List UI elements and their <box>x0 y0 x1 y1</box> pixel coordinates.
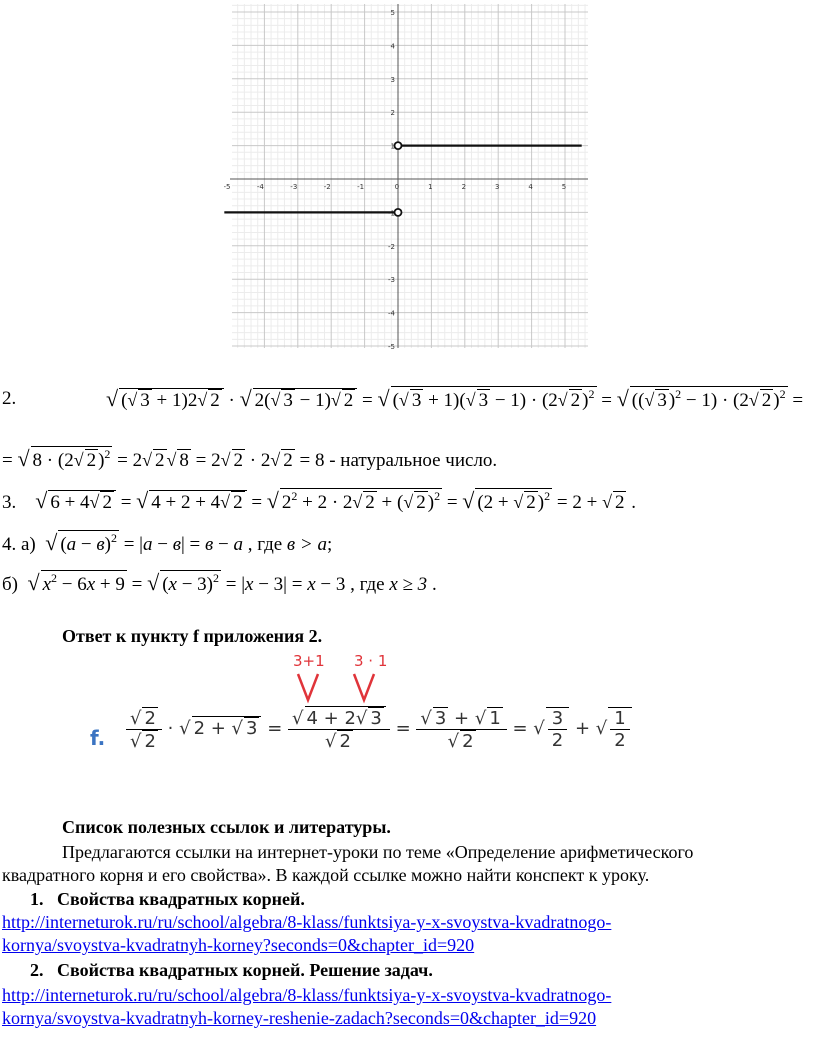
item4a-expression: 4. а) √ $(а - в)^2 = |а - в| = в - а$ , где в > а; <box>2 530 333 555</box>
arrow-right-icon <box>354 674 374 700</box>
x-tick-label: 2 <box>461 183 467 191</box>
ref-link-1-line2[interactable]: kornya/svoystva-kvadratnyh-korney?seconds=0&chapter_id=920 <box>2 935 475 955</box>
y-tick-label: 2 <box>390 109 395 118</box>
cond: в > а <box>286 534 327 555</box>
item-number: 4. а) <box>2 534 36 555</box>
answer-heading: Ответ к пункту f приложения 2. <box>62 626 323 646</box>
y-tick-label: 5 <box>390 9 395 17</box>
y-tick-label: -4 <box>388 309 395 318</box>
function-graph <box>224 0 594 352</box>
cond-label: , где <box>247 534 283 555</box>
open-point <box>395 142 402 149</box>
x-tick-label: 0 <box>394 183 400 191</box>
refs-intro-2: квадратного корня и его свойства». В каждой ссылке можно найти конспект к уроку. <box>2 865 650 885</box>
x-tick-label: -1 <box>357 183 365 191</box>
y-tick-label: 1 <box>390 142 395 151</box>
x-tick-label: -4 <box>256 183 264 191</box>
item4b-expression: б) √ $x^2 - 6x + 9$ = √ $(x - 3)^2 = |x - 3| = x - 3$ , где x ≥ 3 . <box>2 570 437 595</box>
cond-label: , где <box>350 574 385 595</box>
y-tick-label: -2 <box>388 242 395 251</box>
y-tick-label: -1 <box>388 209 395 218</box>
item-number: 2. <box>2 388 17 409</box>
annotation-right: 3 · 1 <box>354 652 388 670</box>
ref-title: Свойства квадратных корней. <box>57 889 305 909</box>
annotation-left: 3+1 <box>293 652 325 670</box>
y-tick-label: 3 <box>390 75 395 84</box>
item-number: б) <box>2 574 18 595</box>
x-tick-label: -3 <box>290 183 298 191</box>
item2-line1 <box>2 388 16 410</box>
end-mark: . <box>431 574 437 595</box>
x-tick-label: 5 <box>561 183 567 191</box>
y-tick-label: -3 <box>388 276 395 285</box>
annotation-arrows <box>290 670 390 706</box>
ref-item-2 <box>30 960 433 981</box>
refs-heading: Список полезных ссылок и литературы. <box>62 817 391 837</box>
item2-expression-2: = √ 8 · (2√ 2 )$^2$ = 2√ 2 √ 8 = 2√ 2 · 2√ 2 = 8 - натуральное число. <box>2 446 498 471</box>
x-tick-label: -2 <box>323 183 331 191</box>
ref-link-2-line1[interactable]: http://interneturok.ru/ru/school/algebra/8-klass/funktsiya-y-x-svoystva-kvadratnogo- <box>2 985 612 1005</box>
ref-number: 2. <box>30 960 44 980</box>
ref-item-1 <box>30 889 305 910</box>
refs-intro-1: Предлагаются ссылки на интернет-уроки по теме «Определение арифметического <box>62 842 694 862</box>
y-tick-label: 4 <box>390 42 395 51</box>
end-mark: ; <box>327 534 333 555</box>
open-point <box>395 209 402 216</box>
cond: x ≥ 3 <box>389 574 428 595</box>
ref-title: Свойства квадратных корней. Решение задач. <box>57 960 433 980</box>
x-tick-label: 3 <box>494 183 500 191</box>
ref-link-1-line1[interactable]: http://interneturok.ru/ru/school/algebra/8-klass/funktsiya-y-x-svoystva-kvadratnogo- <box>2 912 612 932</box>
x-tick-label: -5 <box>224 183 231 191</box>
arrow-left-icon <box>298 674 318 700</box>
item2-note: - натуральное число. <box>329 450 498 471</box>
y-tick-label: -5 <box>388 343 395 351</box>
x-tick-label: 1 <box>428 183 433 191</box>
ref-link-2-line2[interactable]: kornya/svoystva-kvadratnyh-korney-reshenie-zadach?seconds=0&chapter_id=920 <box>2 1008 597 1028</box>
item-number: 3. <box>2 492 17 513</box>
ref-number: 1. <box>30 889 44 909</box>
item3-expression: 3. √ 6 + 4√ 2 = √ 4 + 2 + 4√ 2 = √ $2^2 + 2 \cdot 2√$ 2 + (√ 2 )$^2$ = √ (2 + √ 2 )$^2$ = 2 + √ 2 . <box>2 488 636 513</box>
fig-label: f. <box>90 726 106 750</box>
x-tick-label: 4 <box>528 183 533 191</box>
item2-expression-1: √ (√ 3 + 1)2√ 2 · √ 2(√ 3 − 1)√ 2 = √ (√ 3 + 1)(√ 3 − 1) · (2√ 2 )$^2$ = √ ((√ 3 )$^2$ − 1) · (2√ 2 )$^2$ = <box>106 386 804 411</box>
fig-formula: $\frac{√ 2}{√ 2}$ · √ 2 + √ 3 = $\frac{√ 4 + 2√ 3}{√ 2}$ = $\frac{√ 3 + √ 1}{√ 2}$ = √ $\frac{3}{2}$ + √ $\frac{1}{2}$ <box>126 706 632 752</box>
